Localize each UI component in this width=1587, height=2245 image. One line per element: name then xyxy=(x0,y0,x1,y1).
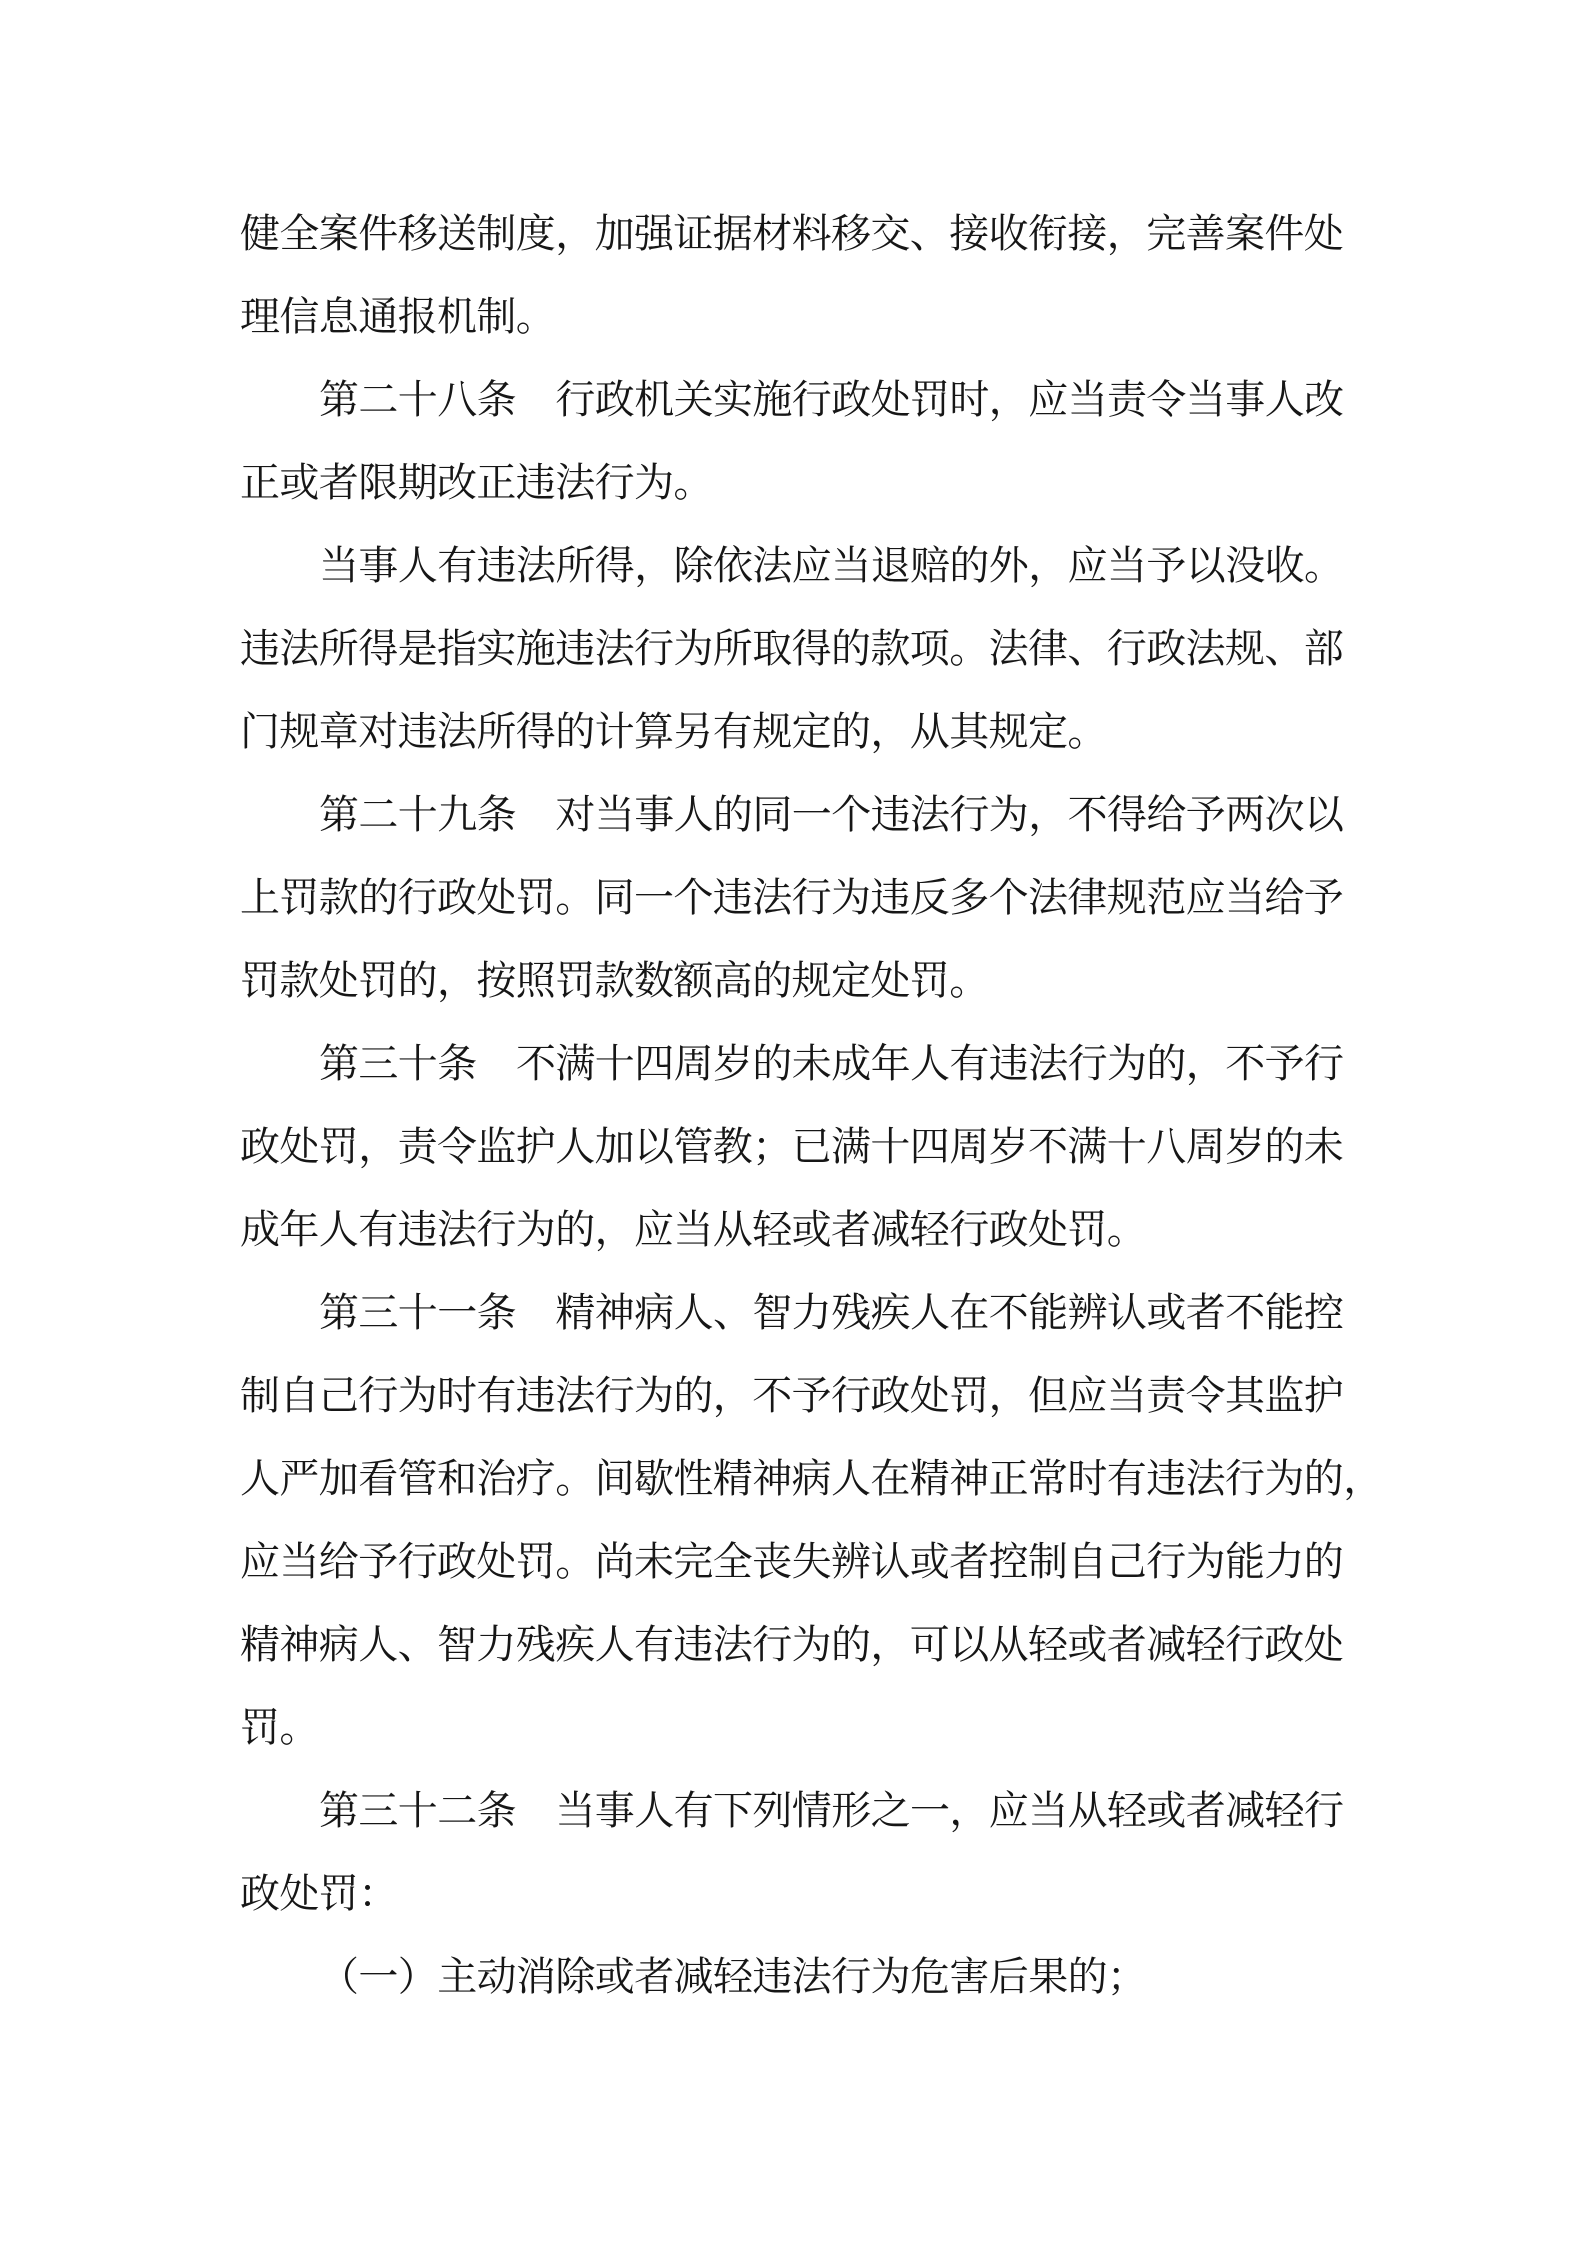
text-line: 政处罚： xyxy=(240,1871,398,1917)
text-line: 制自己行为时有违法行为的，不予行政处罚，但应当责令其监护 xyxy=(240,1373,1344,1419)
text-line: 政处罚，责令监护人加以管教；已满十四周岁不满十八周岁的未 xyxy=(240,1124,1344,1170)
text-line-article-30: 第三十条 不满十四周岁的未成年人有违法行为的，不予行 xyxy=(319,1041,1344,1087)
text-line: 人严加看管和治疗。间歇性精神病人在精神正常时有违法行为的， xyxy=(240,1456,1383,1502)
text-line-article-29: 第二十九条 对当事人的同一个违法行为，不得给予两次以 xyxy=(319,792,1344,838)
text-line: 应当给予行政处罚。尚未完全丧失辨认或者控制自己行为能力的 xyxy=(240,1539,1344,1585)
text-line-article-31: 第三十一条 精神病人、智力残疾人在不能辨认或者不能控 xyxy=(319,1290,1344,1336)
text-line: 理信息通报机制。 xyxy=(240,294,556,340)
text-line-article-28: 第二十八条 行政机关实施行政处罚时，应当责令当事人改 xyxy=(319,377,1344,423)
text-line: 健全案件移送制度，加强证据材料移交、接收衔接，完善案件处 xyxy=(240,211,1344,257)
text-line: 罚款处罚的，按照罚款数额高的规定处罚。 xyxy=(240,958,989,1004)
text-line: 成年人有违法行为的，应当从轻或者减轻行政处罚。 xyxy=(240,1207,1147,1253)
text-line: 正或者限期改正违法行为。 xyxy=(240,460,713,506)
text-line: 罚。 xyxy=(240,1705,319,1751)
text-line-article-32: 第三十二条 当事人有下列情形之一，应当从轻或者减轻行 xyxy=(319,1788,1344,1834)
text-line: 违法所得是指实施违法行为所取得的款项。法律、行政法规、部 xyxy=(240,626,1344,672)
text-line: 上罚款的行政处罚。同一个违法行为违反多个法律规范应当给予 xyxy=(240,875,1344,921)
text-line: 当事人有违法所得，除依法应当退赔的外，应当予以没收。 xyxy=(319,543,1344,589)
text-line-item-1: （一）主动消除或者减轻违法行为危害后果的； xyxy=(319,1954,1147,2000)
text-line: 门规章对违法所得的计算另有规定的，从其规定。 xyxy=(240,709,1107,755)
document-text-block xyxy=(240,193,1383,2019)
text-line: 精神病人、智力残疾人有违法行为的，可以从轻或者减轻行政处 xyxy=(240,1622,1344,1668)
